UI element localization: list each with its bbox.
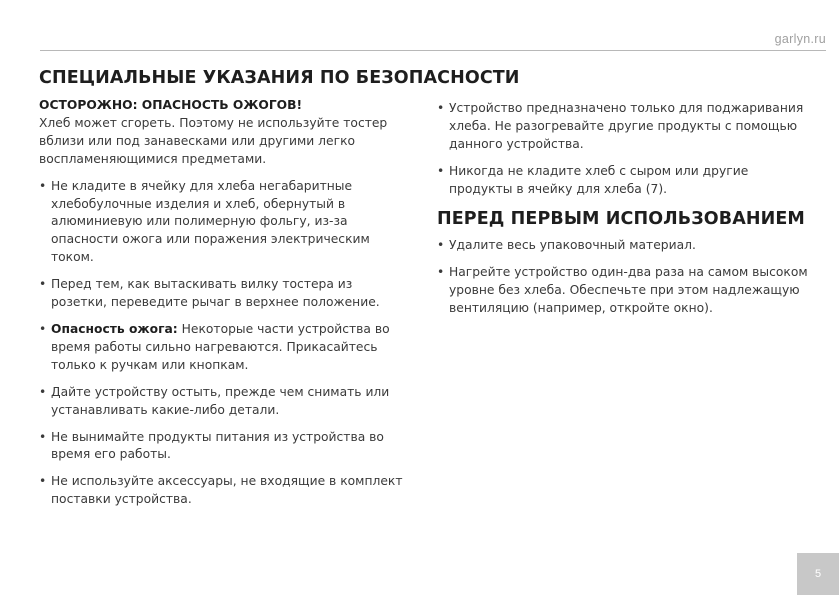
item-text: Нагрейте устройство один-два раза на самом высоком уровне без хлеба. Обеспечьте при этом надлежащую вентиляцию (например, откройте окно). — [449, 265, 808, 316]
item-text: Перед тем, как вытаскивать вилку тостера из розетки, переведите рычаг в верхнее положение. — [51, 277, 380, 310]
list-item — [437, 100, 812, 154]
safety-list-continued — [437, 100, 812, 199]
page-number: 5 — [797, 553, 839, 595]
warning-text: Хлеб может сгореть. Поэтому не используйте тостер вблизи или под занавесками или другими легко воспламеняющимися предметами. — [39, 115, 388, 166]
safety-list — [39, 178, 409, 510]
item-bold-label: Опасность ожога: — [51, 321, 178, 336]
list-item — [39, 321, 409, 375]
first-use-list — [437, 237, 812, 318]
list-item — [39, 276, 409, 312]
section-title-safety: СПЕЦИАЛЬНЫЕ УКАЗАНИЯ ПО БЕЗОПАСНОСТИ — [39, 68, 520, 88]
item-text: Устройство предназначено только для поджаривания хлеба. Не разогревайте другие продукты с помощью данного устройства. — [449, 101, 804, 151]
list-item — [437, 264, 812, 318]
list-item — [39, 384, 409, 420]
section-title-first-use: ПЕРЕД ПЕРВЫМ ИСПОЛЬЗОВАНИЕМ — [437, 208, 805, 229]
list-item — [437, 237, 812, 255]
item-text: Не вынимайте продукты питания из устройства во время его работы. — [51, 429, 384, 462]
item-text: Удалите весь упаковочный материал. — [449, 238, 696, 253]
list-item — [39, 178, 409, 268]
site-url: garlyn.ru — [774, 32, 826, 46]
item-text: Не кладите в ячейку для хлеба негабаритные хлебобулочные изделия и хлеб, обернутый в алюминиевую или полимерную фольгу, из-за опасности ожога или поражения электрическим током. — [51, 178, 370, 265]
left-column — [39, 97, 409, 518]
header-divider — [40, 50, 826, 51]
item-text: Никогда не кладите хлеб с сыром или другие продукты в ячейку для хлеба (7). — [449, 163, 749, 196]
item-text: Дайте устройству остыть, прежде чем снимать или устанавливать какие-либо детали. — [51, 384, 390, 417]
list-item — [39, 473, 409, 509]
warning-title: ОСТОРОЖНО: ОПАСНОСТЬ ОЖОГОВ! — [39, 98, 303, 112]
list-item — [39, 429, 409, 465]
right-column — [437, 100, 812, 327]
list-item — [437, 163, 812, 199]
item-text: Некоторые части устройства во время работы сильно нагреваются. Прикасайтесь только к ручкам или кнопкам. — [51, 321, 390, 372]
item-text: Не используйте аксессуары, не входящие в комплект поставки устройства. — [51, 474, 403, 507]
